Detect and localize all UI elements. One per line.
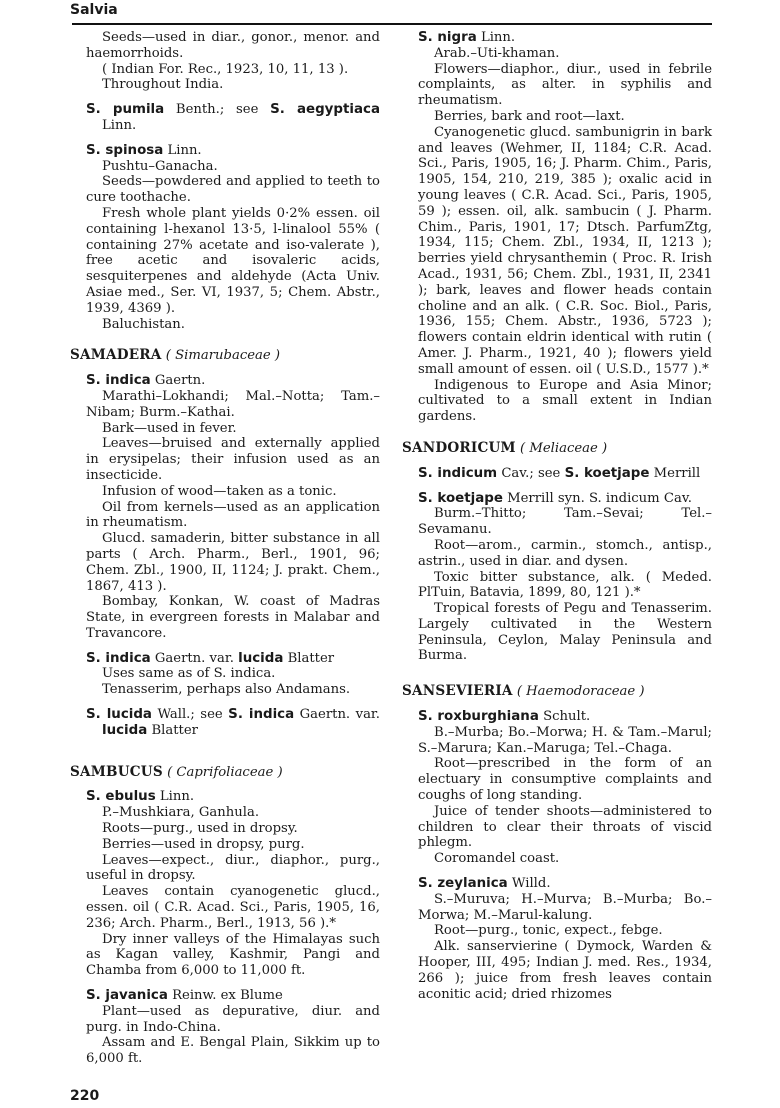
paragraph: Burm.–Thitto; Tam.–Sevai; Tel.–Sevamanu.: [418, 506, 712, 538]
family-name: ( Simarubaceae ): [165, 348, 281, 364]
paragraph: Root—arom., carmin., stomch., antisp., astrin., used in diar. and dysen.: [418, 537, 712, 569]
paragraph: Roots—purg., used in dropsy.: [102, 821, 298, 837]
authority: Blatter: [283, 650, 335, 666]
species-entry: [86, 707, 380, 739]
species-heading: [86, 102, 380, 134]
continued-entry: [86, 30, 380, 93]
paragraph: Root—prescribed in the form of an electuary in consumptive complaints and coughs of long standing.: [418, 756, 712, 804]
paragraph: Seeds—powdered and applied to teeth to cure toothache.: [86, 174, 380, 206]
species-name: S. ebulus: [86, 789, 156, 805]
species-entry: [86, 651, 380, 698]
genus-heading-samadera: [70, 348, 380, 364]
species-heading: [86, 707, 380, 739]
paragraph: S.–Muruva; H.–Murva; B.–Murba; Bo.–Morwa; M.–Marul-kalung.: [418, 891, 712, 923]
paragraph: Root—purg., tonic, expect., febge.: [434, 923, 663, 939]
paragraph: Oil from kernels—used as an application in rheumatism.: [86, 499, 380, 531]
paragraph: Infusion of wood—taken as a tonic.: [102, 483, 337, 499]
species-heading: [86, 988, 380, 1004]
authority: Willd.: [507, 876, 551, 892]
genus-heading-sambucus: [70, 765, 380, 781]
species-name: S. nigra: [418, 30, 477, 45]
species-heading: [86, 651, 380, 667]
paragraph: Tropical forests of Pegu and Tenasserim. Largely cultivated in the Western Peninsula, Ceylon, Malay Peninsula and Burma.: [418, 601, 712, 664]
paragraph: Arab.–Uti-khaman.: [434, 45, 560, 61]
species-heading: [86, 789, 380, 805]
species-heading: [418, 466, 712, 482]
family-name: ( Meliaceae ): [520, 440, 608, 456]
species-name: S. indica: [86, 650, 151, 666]
species-name: S. indica: [86, 373, 151, 389]
species-name: S. indicum: [418, 465, 498, 481]
species-heading: [418, 491, 712, 507]
species-name: S. roxburghiana: [418, 709, 539, 725]
cross-ref-name: S. koetjape: [564, 465, 650, 481]
paragraph: P.–Mushkiara, Ganhula.: [102, 805, 260, 821]
species-entry: [418, 491, 712, 665]
authority: Gaertn. var.: [150, 650, 239, 666]
species-entry: [418, 466, 712, 482]
paragraph: Tenasserim, perhaps also Andamans.: [102, 682, 351, 698]
genus-heading-sandoricum: [402, 441, 712, 457]
paragraph: Alk. sanservierine ( Dymock, Warden & Hooper, III, 495; Indian J. med. Res., 1934, 266 ); juice from fresh leaves contain aconitic acid; dried rhizomes: [418, 939, 712, 1002]
species-name: S. spinosa: [86, 142, 164, 158]
authority: Schult.: [538, 709, 591, 725]
species-heading: [418, 30, 712, 46]
authority: Gaertn.: [150, 373, 206, 389]
authority: Linn.: [476, 30, 516, 45]
species-name: S. javanica: [86, 988, 168, 1004]
authority: Merrill syn. S. indicum Cav.: [502, 490, 692, 506]
paragraph: Glucd. samaderin, bitter substance in all parts ( Arch. Pharm., Berl., 1901, 96; Chem. Zbl., 1900, II, 1124; J. prakt. Chem., 1867, 413 ).: [86, 531, 380, 594]
paragraph: Flowers—diaphor., diur., used in febrile complaints, as alter. in syphilis and rheumatism.: [418, 61, 712, 109]
authority: Linn.: [102, 117, 137, 133]
authority: Linn.: [163, 142, 202, 158]
authority: Reinw. ex Blume: [167, 988, 283, 1004]
species-entry: [86, 102, 380, 134]
family-name: ( Haemodoraceae ): [516, 684, 645, 700]
genus-name: SAMBUCUS: [70, 763, 163, 780]
header-rule: [72, 23, 712, 25]
species-heading: [418, 876, 712, 892]
paragraph: Dry inner valleys of the Himalayas such as Kagan valley, Kashmir, Pangi and Chamba from 6,000 to 11,000 ft.: [86, 931, 380, 979]
species-name: S. zeylanica: [418, 876, 508, 892]
authority: Gaertn. var.: [294, 707, 380, 723]
running-head: Salvia: [70, 2, 118, 18]
paragraph: ( Indian For. Rec., 1923, 10, 11, 13 ).: [102, 61, 349, 77]
species-entry: [86, 143, 380, 333]
species-name: S. lucida: [86, 707, 152, 723]
authority: Cav.; see: [497, 465, 565, 481]
species-entry: [418, 876, 712, 1002]
species-entry: [86, 988, 380, 1067]
species-entry: [418, 709, 712, 867]
species-name: S. koetjape: [418, 490, 503, 506]
authority: Blatter: [147, 722, 198, 738]
genus-name: SANDORICUM: [402, 439, 516, 456]
authority: Wall.; see: [151, 707, 229, 723]
paragraph: Bark—used in fever.: [102, 420, 237, 436]
species-heading: [86, 143, 380, 159]
paragraph: Leaves—expect., diur., diaphor., purg., useful in dropsy.: [86, 852, 380, 884]
paragraph: Throughout India.: [102, 77, 224, 93]
species-name: S. pumila: [86, 102, 165, 118]
paragraph: Baluchistan.: [102, 316, 185, 332]
paragraph: Berries—used in dropsy, purg.: [102, 836, 305, 852]
paragraph: Coromandel coast.: [434, 851, 560, 867]
species-heading: [418, 709, 712, 725]
species-heading: [86, 373, 380, 389]
paragraph: Bombay, Konkan, W. coast of Madras State, in evergreen forests in Malabar and Travancore.: [86, 594, 380, 641]
paragraph: Toxic bitter substance, alk. ( Meded. PlTuin, Batavia, 1899, 80, 121 ).*: [418, 569, 712, 601]
paragraph: Uses same as of S. indica.: [102, 666, 276, 682]
genus-name: SANSEVIERIA: [402, 683, 513, 700]
page-number: 220: [70, 1088, 100, 1104]
species-entry: [86, 789, 380, 979]
paragraph: B.–Murba; Bo.–Morwa; H. & Tam.–Marul; S.–Marura; Kan.–Maruga; Tel.–Chaga.: [418, 724, 712, 756]
paragraph: Leaves contain cyanogenetic glucd., essen. oil ( C.R. Acad. Sci., Paris, 1905, 16, 236; Arch. Pharm., Berl., 1913, 56 ).*: [86, 884, 380, 931]
genus-name: SAMADERA: [70, 347, 162, 364]
authority: Benth.; see: [164, 102, 271, 118]
cross-ref-name: S. aegyptiaca: [270, 102, 380, 118]
paragraph: Fresh whole plant yields 0·2% essen. oil containing l-hexanol 13·5, l-linalool 55% ( containing 27% acetate and iso-valerate ), free acetic and isovaleric acids, sesquiterpenes and aldehyde (Acta Univ. Asiae med., Ser. VI, 1937, 5; Chem. Abstr., 1939, 4369 ).: [86, 205, 380, 316]
genus-heading-sansevieria: [402, 684, 712, 700]
variety-name: lucida: [102, 722, 148, 738]
authority: Merrill: [649, 465, 701, 481]
paragraph: Cyanogenetic glucd. sambunigrin in bark and leaves (Wehmer, II, 1184; C.R. Acad. Sci., Paris, 1905, 16; J. Pharm. Chim., Paris, 1905, 154, 210, 219, 385 ); oxalic acid in young leaves ( C.R. Acad. Sci., Paris, 1905, 59 ); essen. oil, alk. sambucin ( J. Pharm. Chim., Paris, 1901, 17; Dtsch. ParfumZtg, 1934, 115; Chem. Zbl., 1934, II, 1213 ); berries yield chrysanthemin ( Proc. R. Irish Acad., 1931, 56; Chem. Zbl., 1931, II, 2341 ); bark, leaves and flower heads contain choline and an alk. ( C.R. Soc. Biol., Paris, 1936, 155; Chem. Abstr., 1936, 5723 ); flowers contain eldrin identical with rutin ( Amer. J. Pharm., 1921, 40 ); flowers yield small amount of essen. oil ( U.S.D., 1577 ).*: [418, 124, 712, 377]
authority: Linn.: [155, 789, 195, 805]
right-column: [402, 30, 712, 1002]
species-entry: [418, 30, 712, 425]
paragraph: Seeds—used in diar., gonor., menor. and haemorrhoids.: [86, 30, 380, 61]
paragraph: Leaves—bruised and externally applied in erysipelas; their infusion used as an insecticide.: [86, 436, 380, 483]
paragraph: Juice of tender shoots—administered to children to clear their throats of viscid phlegm.: [418, 803, 712, 851]
paragraph: Pushtu–Ganacha.: [102, 158, 218, 174]
cross-ref-name: S. indica: [228, 707, 295, 723]
family-name: ( Caprifoliaceae ): [167, 764, 283, 780]
paragraph: Plant—used as depurative, diur. and purg. in Indo-China.: [86, 1003, 380, 1035]
left-column: [70, 30, 380, 1067]
paragraph: Indigenous to Europe and Asia Minor; cultivated to a small extent in Indian gardens.: [418, 377, 712, 425]
variety-name: lucida: [238, 650, 284, 666]
paragraph: Assam and E. Bengal Plain, Sikkim up to 6,000 ft.: [86, 1035, 380, 1067]
species-entry: [86, 373, 380, 642]
paragraph: Berries, bark and root—laxt.: [434, 108, 625, 124]
paragraph: Marathi–Lokhandi; Mal.–Notta; Tam.–Nibam; Burm.–Kathai.: [86, 388, 380, 420]
